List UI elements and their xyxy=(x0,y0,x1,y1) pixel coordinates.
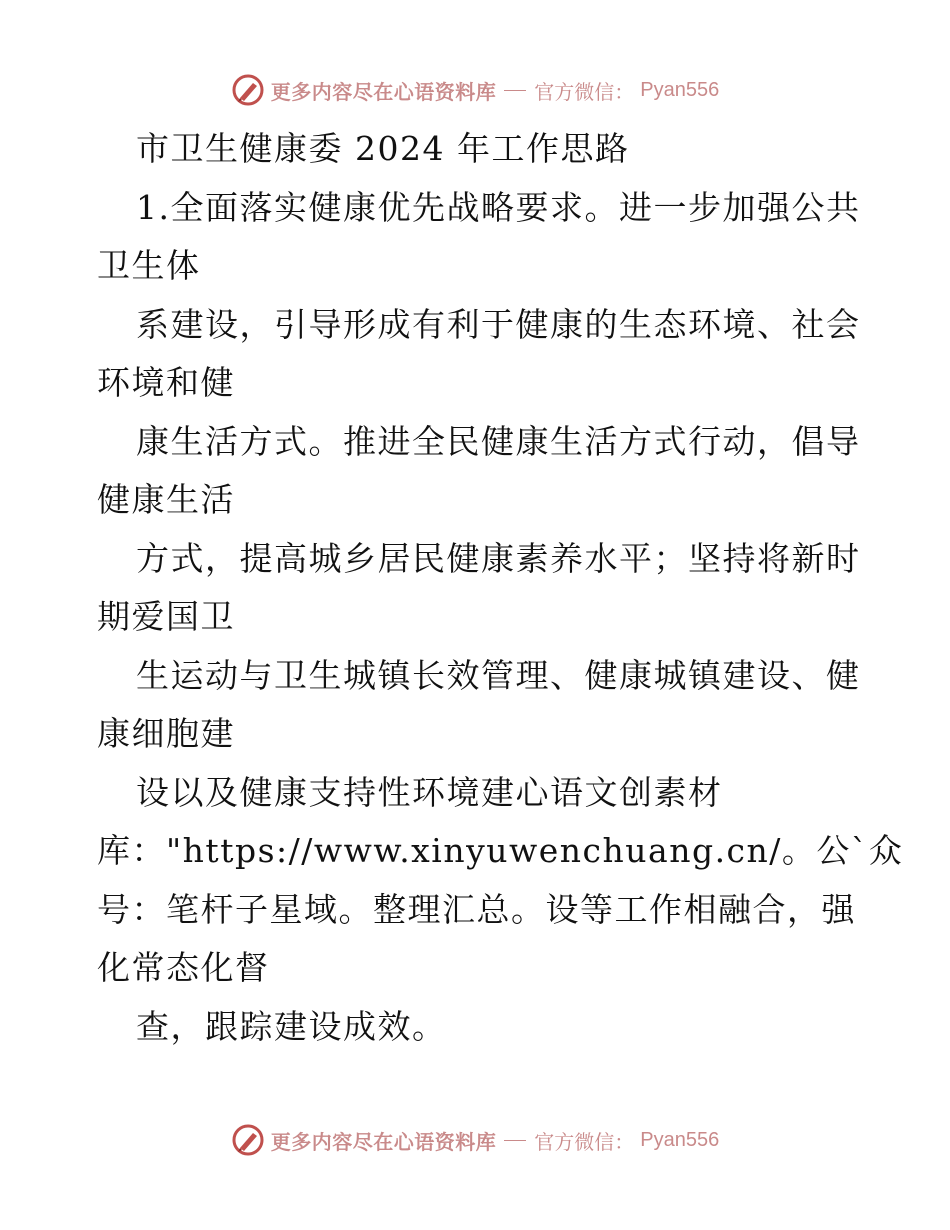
site-name: 更多内容尽在心语资料库 xyxy=(270,79,497,104)
paragraph-line: 环境和健 xyxy=(97,363,235,402)
paragraph-line: 康生活方式。推进全民健康生活方式行动，倡导 xyxy=(136,421,861,461)
paragraph-line: 号：笔杆子星域。整理汇总。设等工作相融合，强 xyxy=(97,889,856,929)
paragraph-line: 卫生体 xyxy=(97,246,201,285)
wechat-id: Pyan556 xyxy=(640,1128,720,1151)
paragraph-line: 期爱国卫 xyxy=(97,597,235,636)
footer-watermark-banner xyxy=(0,1120,950,1160)
paragraph-line: 查，跟踪建设成效。 xyxy=(136,1006,447,1046)
banner-divider xyxy=(504,90,526,91)
pen-logo-icon xyxy=(231,1123,265,1157)
document-body xyxy=(97,120,904,1056)
paragraph-line: 1.全面落实健康优先战略要求。进一步加强公共 xyxy=(136,187,861,227)
banner-divider xyxy=(504,1140,526,1141)
wechat-id: Pyan556 xyxy=(640,78,720,101)
official-wechat-label: 官方微信： xyxy=(534,1129,635,1154)
paragraph-line: 设以及健康支持性环境建心语文创素材 xyxy=(136,772,723,812)
document-title: 市卫生健康委 2024 年工作思路 xyxy=(136,129,630,168)
paragraph-line: 健康生活 xyxy=(97,480,235,519)
site-name: 更多内容尽在心语资料库 xyxy=(270,1129,497,1154)
paragraph-line: 库："https://www.xinyuwenchuang.cn/。公`众 xyxy=(97,831,904,870)
paragraph-line: 化常态化督 xyxy=(97,948,270,987)
pen-logo-icon xyxy=(231,73,265,107)
header-watermark-banner xyxy=(0,70,950,110)
paragraph-line: 系建设，引导形成有利于健康的生态环境、社会 xyxy=(136,304,861,344)
official-wechat-label: 官方微信： xyxy=(534,79,635,104)
paragraph-line: 方式，提高城乡居民健康素养水平；坚持将新时 xyxy=(136,538,861,578)
paragraph-line: 生运动与卫生城镇长效管理、健康城镇建设、健 xyxy=(136,655,861,695)
paragraph-line: 康细胞建 xyxy=(97,714,235,753)
